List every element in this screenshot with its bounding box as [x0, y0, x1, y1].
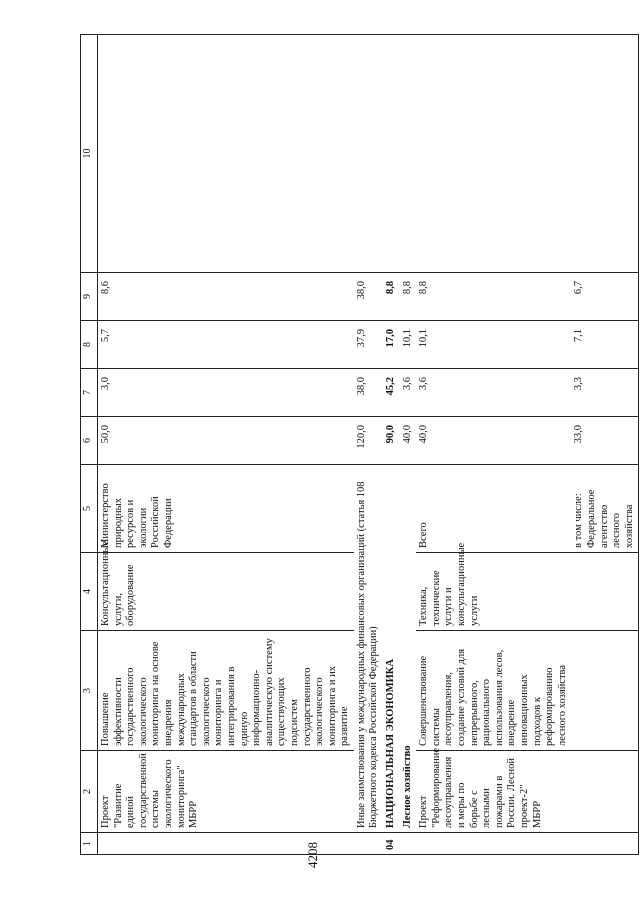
table-row-national-economy [383, 35, 400, 855]
col-header-7: 7 [81, 369, 98, 417]
table-row-other-borrowings [354, 35, 383, 855]
table-row-forest-agency [571, 35, 638, 855]
cell-project: Проект "Развитие единой государственной системы экологического мониторинга" МБРР [98, 751, 354, 833]
cell-purchases: Техника, технические услуги и консультационные услуги [416, 553, 571, 631]
col-header-10: 10 [81, 35, 98, 273]
cell-code [400, 833, 417, 855]
table-row-monitoring [98, 35, 354, 855]
cell-c8: 37,9 [354, 321, 383, 369]
cell-c9: 8,8 [400, 273, 417, 321]
cell-c8: 5,7 [98, 321, 354, 369]
cell-c9: 8,8 [416, 273, 571, 321]
col-header-4: 4 [81, 553, 98, 631]
national-economy-label: НАЦИОНАЛЬНАЯ ЭКОНОМИКА [383, 465, 400, 833]
cell-c7: 45,2 [383, 369, 400, 417]
cell-code [98, 833, 354, 855]
cell-c8: 10,1 [416, 321, 571, 369]
cell-c8: 7,1 [571, 321, 638, 369]
cell-c9: 8,8 [383, 273, 400, 321]
cell-c6: 40,0 [400, 417, 417, 465]
col-header-8: 8 [81, 321, 98, 369]
cell-purchases [571, 553, 638, 631]
cell-c9: 8,6 [98, 273, 354, 321]
cell-c10 [571, 35, 638, 273]
cell-c8: 10,1 [400, 321, 417, 369]
cell-goal: Совершенствование системы лесоуправления, создание условий для непрерывного, рационального использования лесов, внедрение инновационных подходов к реформированию лесного хозяйства [416, 631, 571, 751]
col-header-5: 5 [81, 465, 98, 553]
cell-c7: 3,6 [416, 369, 571, 417]
header-row [81, 35, 98, 855]
cell-executor: Министерство природных ресурсов и экологии Российской Федерации [98, 465, 354, 553]
cell-executor: Всего [416, 465, 571, 553]
cell-c10 [98, 35, 354, 273]
table-row-forest-project [416, 35, 571, 855]
cell-code [571, 833, 638, 855]
cell-project: Проект "Реформирование лесоуправления и меры по борьбе с лесными пожарами в России. Лесной проект-2" МБРР [416, 751, 571, 833]
cell-c6: 120,0 [354, 417, 383, 465]
col-header-1: 1 [81, 833, 98, 855]
cell-project [571, 751, 638, 833]
col-header-9: 9 [81, 273, 98, 321]
cell-c10 [416, 35, 571, 273]
table-row-forestry [400, 35, 417, 855]
cell-c7: 3,6 [400, 369, 417, 417]
cell-goal: Повышение эффективности государственного экологического мониторинга на основе внедрения международных стандартов в области экологического мониторинга и интегрирования в единую информационно-аналитическую систему существующих подсистем государственного экологического мониторинга и их развитие [98, 631, 354, 751]
cell-executor-sub: в том числе: Федеральное агентство лесного хозяйства [571, 465, 638, 553]
col-header-3: 3 [81, 631, 98, 751]
cell-c10 [400, 35, 417, 273]
cell-c7: 38,0 [354, 369, 383, 417]
cell-c9: 38,0 [354, 273, 383, 321]
cell-purchases: Консультационные услуги, оборудование [98, 553, 354, 631]
cell-c6: 40,0 [416, 417, 571, 465]
cell-c10 [354, 35, 383, 273]
cell-code [354, 833, 383, 855]
cell-code: 04 [383, 833, 400, 855]
cell-c6: 33,0 [571, 417, 638, 465]
cell-c7: 3,3 [571, 369, 638, 417]
page-number: 4208 [305, 842, 320, 868]
cell-c8: 17,0 [383, 321, 400, 369]
cell-goal [571, 631, 638, 751]
cell-c10 [383, 35, 400, 273]
budget-table [80, 34, 639, 855]
cell-c6: 90,0 [383, 417, 400, 465]
forestry-label: Лесное хозяйство [400, 465, 417, 833]
cell-c7: 3,0 [98, 369, 354, 417]
cell-code [416, 833, 571, 855]
rotated-table-canvas [80, 35, 636, 855]
col-header-2: 2 [81, 751, 98, 833]
cell-c6: 50,0 [98, 417, 354, 465]
other-borrowings-label: Иные заимствования у международных финансовых организаций (статья 108 Бюджетного кодекса Российской Федерации) [354, 465, 383, 833]
cell-c9: 6,7 [571, 273, 638, 321]
col-header-6: 6 [81, 417, 98, 465]
